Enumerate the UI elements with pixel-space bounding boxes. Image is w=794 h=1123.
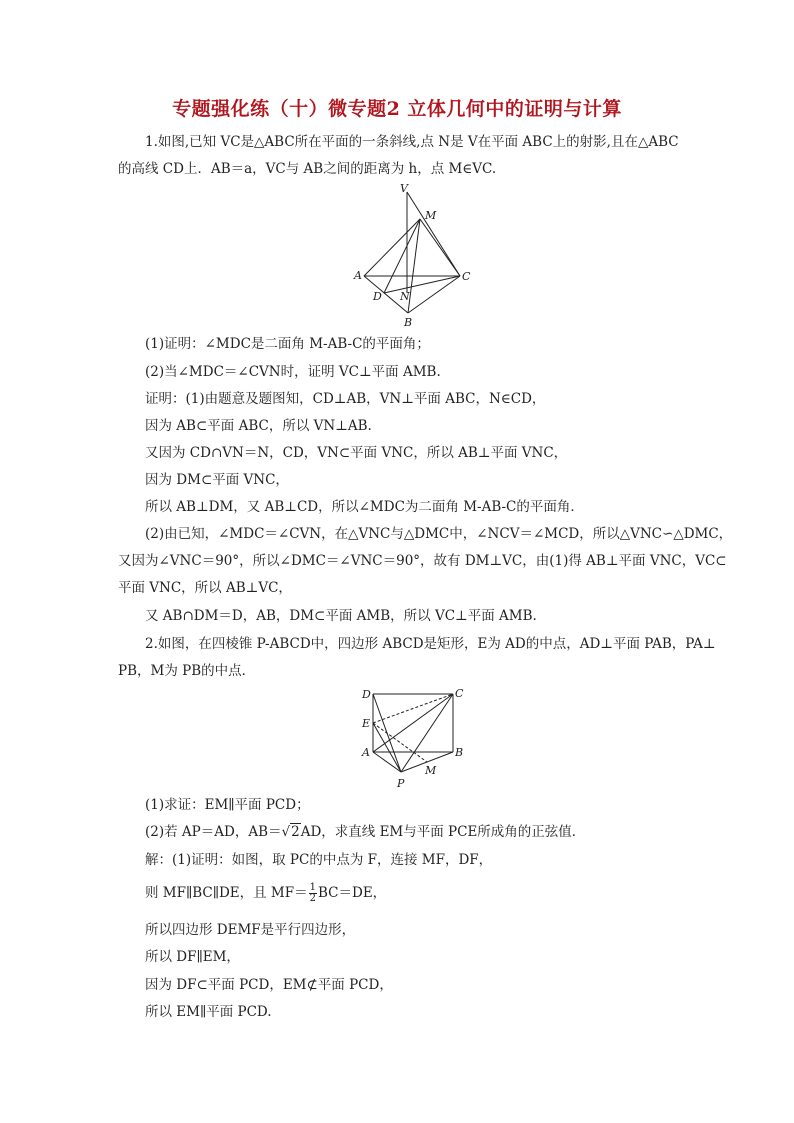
label-a: A [362,746,370,759]
problem2-line2: PB，M为 PB的中点． [118,663,256,679]
question2-prefix: (2)若 AP＝AD，AB＝ [145,824,282,840]
label-d: D [373,290,382,303]
fraction-one-half [309,883,317,904]
problem2-solution-line6: 所以 EM∥平面 PCD. [145,1004,272,1020]
edge-ap [373,752,401,772]
edge-am [364,219,420,276]
problem2-question2 [145,822,585,842]
problem1-solution-line7: 又因为∠VNC＝90°，所以∠DMC＝∠VNC＝90°，故有 DM⊥VC，由(1)得 AB⊥平面 VNC，VC⊂ [118,553,727,569]
problem2-line1: 2.如图，在四棱锥 P-ABCD中，四边形 ABCD是矩形，E为 AD的中点，AD⊥平面 PAB，PA⊥ [145,636,716,652]
label-a: A [354,269,362,282]
figure-tetrahedron [340,180,480,330]
fraction-denominator: 2 [309,893,316,904]
problem1-question1: (1)证明：∠MDC是二面角 M-AB-C的平面角； [145,336,430,352]
page-title: 专题强化练（十）微专题2 立体几何中的证明与计算 [172,98,622,120]
problem2-question1: (1)求证：EM∥平面 PCD； [145,797,310,813]
problem2-solution-line3: 所以四边形 DEMF是平行四边形， [145,922,356,938]
label-v: V [400,182,408,195]
problem2-solution-line4: 所以 DF∥EM， [145,949,240,965]
edge-ep [373,723,401,772]
label-d: D [362,688,371,701]
figure-pyramid [355,684,475,792]
edge-vc [407,192,460,276]
problem2-solution-line1: 解：(1)证明：如图，取 PC的中点为 F，连接 MF，DF， [145,852,493,868]
problem1-line2: 的高线 CD上．AB＝a，VC与 AB之间的距离为 h，点 M∈VC. [118,161,497,177]
label-c: C [455,687,464,700]
problem1-solution-line5: 所以 AB⊥DM，又 AB⊥CD，所以∠MDC为二面角 M-AB-C的平面角． [145,499,584,515]
solution2-prefix: 则 MF∥BC∥DE，且 MF＝ [145,885,308,901]
sqrt-expression: √2 [281,824,300,840]
edge-em [373,723,427,762]
problem1-line1: 1.如图,已知 VC是△ABC所在平面的一条斜线,点 N是 V在平面 ABC上的射影,且在△ABC [145,134,679,150]
problem1-solution-line3: 又因为 CD∩VN＝N，CD，VN⊂平面 VNC，所以 AB⊥平面 VNC， [145,445,568,461]
label-m: M [425,209,437,222]
label-b: B [455,746,464,759]
problem1-solution-line8: 平面 VNC，所以 AB⊥VC， [118,580,292,596]
solution2-suffix: BC＝DE， [318,885,387,901]
edge-cp [401,694,453,772]
edge-ec [373,694,453,723]
label-m: M [425,764,437,777]
problem2-solution-line2 [145,883,386,904]
problem1-solution-line2: 因为 AB⊂平面 ABC，所以 VN⊥AB. [145,418,372,434]
label-p: P [397,777,405,790]
problem1-question2: (2)当∠MDC＝∠CVN时，证明 VC⊥平面 AMB. [145,364,441,380]
edge-mc [420,219,460,276]
label-e: E [362,717,371,730]
problem1-solution-line9: 又 AB∩DM＝D，AB，DM⊂平面 AMB，所以 VC⊥平面 AMB. [145,608,537,624]
problem1-solution-line1: 证明：(1)由题意及题图知，CD⊥AB，VN⊥平面 ABC，N∈CD， [145,391,546,407]
edge-dm [384,219,420,293]
sqrt-radicand: 2 [291,824,300,840]
label-c: C [462,270,471,283]
question2-suffix: AD，求直线 EM与平面 PCE所成角的正弦值． [300,824,586,840]
problem1-solution-line4: 因为 DM⊂平面 VNC， [145,472,289,488]
fraction-numerator: 1 [309,882,316,893]
problem1-solution-line6: (2)由已知，∠MDC＝∠CVN，在△VNC与△DMC中，∠NCV＝∠MCD，所以△VNC∽△DMC， [145,526,733,542]
problem2-solution-line5: 因为 DF⊂平面 PCD，EM⊄平面 PCD， [145,977,393,993]
edge-bm [408,219,420,313]
label-b: B [404,316,413,329]
label-n: N [400,290,410,303]
